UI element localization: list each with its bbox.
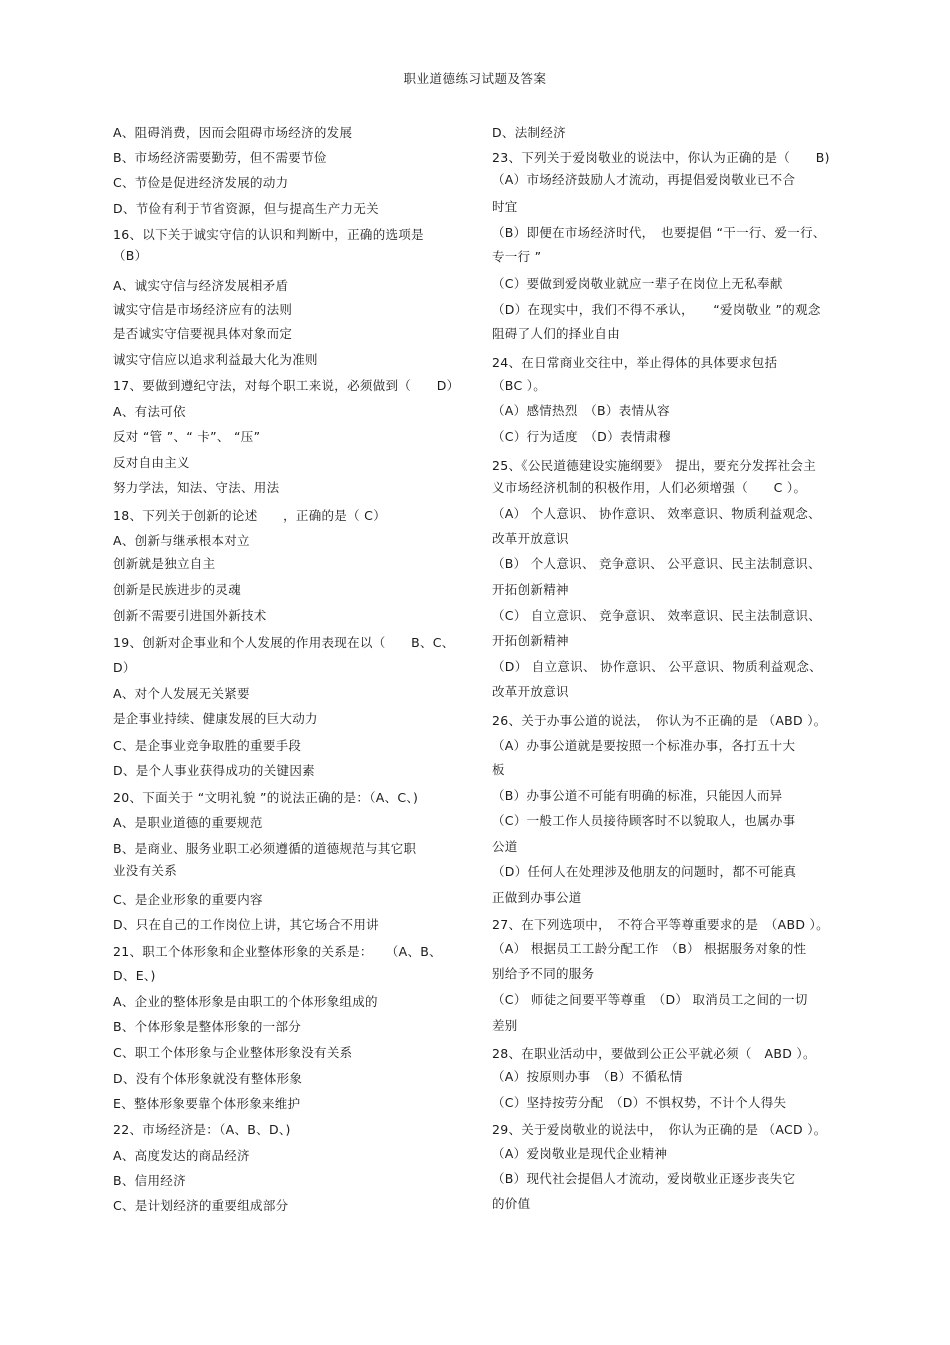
text-line: A、企业的整体形象是由职工的个体形象组成的 [113, 994, 378, 1009]
text-line: D、节俭有利于节省资源，但与提高生产力无关 [113, 201, 379, 216]
text-line: （B）办事公道不可能有明确的标准，只能因人而异 [492, 788, 783, 803]
text-line: （BC ）。 [492, 378, 547, 393]
text-line: 差别 [492, 1018, 518, 1033]
text-line: 是否诚实守信要视具体对象而定 [113, 326, 293, 341]
text-line: （A）爱岗敬业是现代企业精神 [492, 1146, 668, 1161]
text-line: A、有法可依 [113, 404, 186, 419]
text-line: （D）在现实中，我们不得不承认， “爱岗敬业 ”的观念 [492, 302, 821, 317]
text-line: E、整体形象要靠个体形象来维护 [113, 1096, 301, 1111]
text-line: 开拓创新精神 [492, 633, 569, 648]
text-line: A、阻碍消费，因而会阻碍市场经济的发展 [113, 125, 353, 140]
text-line: 20、下面关于 “文明礼貌 ”的说法正确的是：（A、C、) [113, 790, 419, 805]
text-line: （B）现代社会提倡人才流动，爱岗敬业正逐步丧失它 [492, 1171, 796, 1186]
text-line: 正做到办事公道 [492, 890, 582, 905]
text-line: 反对 “管 ”、“ 卡”、 “压” [113, 429, 261, 444]
text-line: 24、在日常商业交往中，举止得体的具体要求包括 [492, 355, 778, 370]
text-line: （B） [113, 248, 148, 263]
text-line: 29、关于爱岗敬业的说法中， 你认为正确的是 （ACD ）。 [492, 1122, 827, 1137]
text-line: D、E、) [113, 968, 156, 983]
text-line: 创新就是独立自主 [113, 556, 216, 571]
text-line: 改革开放意识 [492, 531, 569, 546]
text-line: B、是商业、服务业职工必须遵循的道德规范与其它职 [113, 841, 417, 856]
text-line: A、创新与继承根本对立 [113, 533, 250, 548]
text-line: 17、要做到遵纪守法，对每个职工来说，必须做到（ D） [113, 378, 460, 393]
text-line: （D） 自立意识、 协作意识、 公平意识、物质利益观念、 [492, 659, 822, 674]
text-line: （C）坚持按劳分配 （D）不惧权势，不计个人得失 [492, 1095, 787, 1110]
text-line: 公道 [492, 839, 518, 854]
text-line: 创新是民族进步的灵魂 [113, 582, 242, 597]
text-line: （A）按原则办事 （B）不循私情 [492, 1069, 683, 1084]
text-line: 专一行 ” [492, 249, 542, 264]
text-line: 26、关于办事公道的说法， 你认为不正确的是 （ABD ）。 [492, 713, 827, 728]
text-line: 努力学法，知法、守法、用法 [113, 480, 280, 495]
text-line: C、职工个体形象与企业整体形象没有关系 [113, 1045, 353, 1060]
text-line: 16、以下关于诚实守信的认识和判断中，正确的选项是 [113, 227, 424, 242]
text-line: C、是企事业竞争取胜的重要手段 [113, 738, 302, 753]
text-line: 18、下列关于创新的论述 ，正确的是（ C） [113, 508, 387, 523]
text-line: C、是企业形象的重要内容 [113, 892, 263, 907]
page-title: 职业道德练习试题及答案 [403, 71, 547, 86]
text-line: （B）即便在市场经济时代， 也要提倡 “干一行、爱一行、 [492, 225, 826, 240]
text-line: （C）一般工作人员接待顾客时不以貌取人，也属办事 [492, 813, 796, 828]
text-line: A、对个人发展无关紧要 [113, 686, 250, 701]
text-line: 别给予不同的服务 [492, 966, 595, 981]
text-line: （A） 个人意识、 协作意识、 效率意识、物质利益观念、 [492, 506, 821, 521]
text-line: （C） 自立意识、 竞争意识、 效率意识、民主法制意识、 [492, 608, 822, 623]
text-line: 改革开放意识 [492, 684, 569, 699]
text-line: D） [113, 660, 136, 675]
text-line: D、只在自己的工作岗位上讲，其它场合不用讲 [113, 917, 379, 932]
text-line: 25、《公民道德建设实施纲要》 提出，要充分发挥社会主 [492, 458, 817, 473]
text-line: 时宜 [492, 199, 518, 214]
text-line: （C）要做到爱岗敬业就应一辈子在岗位上无私奉献 [492, 276, 783, 291]
text-line: （A）市场经济鼓励人才流动，再提倡爱岗敬业已不合 [492, 172, 796, 187]
text-line: 23、下列关于爱岗敬业的说法中，你认为正确的是（ B) [492, 150, 830, 165]
text-line: 业没有关系 [113, 863, 178, 878]
text-line: 是企事业持续、健康发展的巨大动力 [113, 711, 318, 726]
text-line: C、是计划经济的重要组成部分 [113, 1198, 289, 1213]
text-line: （D）任何人在处理涉及他朋友的问题时，都不可能真 [492, 864, 797, 879]
text-line: 27、在下列选项中， 不符合平等尊重要求的是 （ABD ）。 [492, 917, 829, 932]
text-line: D、法制经济 [492, 125, 566, 140]
text-line: 开拓创新精神 [492, 582, 569, 597]
text-line: 22、市场经济是：（A、B、D、) [113, 1122, 291, 1137]
text-line: 21、职工个体形象和企业整体形象的关系是： （A、B、 [113, 944, 442, 959]
text-line: 板 [492, 762, 505, 777]
text-line: 创新不需要引进国外新技术 [113, 608, 267, 623]
text-line: （C） 师徒之间要平等尊重 （D） 取消员工之间的一切 [492, 992, 808, 1007]
text-line: 阻碍了人们的择业自由 [492, 326, 621, 341]
text-line: C、节俭是促进经济发展的动力 [113, 175, 289, 190]
text-line: 诚实守信是市场经济应有的法则 [113, 302, 293, 317]
text-line: （C）行为适度 （D）表情肃穆 [492, 429, 672, 444]
text-line: 诚实守信应以追求利益最大化为准则 [113, 352, 318, 367]
text-line: A、诚实守信与经济发展相矛盾 [113, 278, 289, 293]
text-line: 义市场经济机制的积极作用，人们必须增强（ C ）。 [492, 480, 807, 495]
text-line: 的价值 [492, 1196, 531, 1211]
text-line: 反对自由主义 [113, 455, 190, 470]
text-line: B、信用经济 [113, 1173, 186, 1188]
text-line: B、市场经济需要勤劳，但不需要节俭 [113, 150, 327, 165]
text-line: 19、创新对企事业和个人发展的作用表现在以（ B、C、 [113, 635, 455, 650]
text-line: D、没有个体形象就没有整体形象 [113, 1071, 303, 1086]
text-line: （A）感情热烈 （B）表情从容 [492, 403, 670, 418]
text-line: （A）办事公道就是要按照一个标准办事，各打五十大 [492, 738, 796, 753]
text-line: （A） 根据员工工龄分配工作 （B） 根据服务对象的性 [492, 941, 807, 956]
text-line: A、高度发达的商品经济 [113, 1148, 250, 1163]
text-line: 28、在职业活动中，要做到公正公平就必须（ ABD ）。 [492, 1046, 816, 1061]
text-line: D、是个人事业获得成功的关键因素 [113, 763, 315, 778]
text-line: A、是职业道德的重要规范 [113, 815, 263, 830]
text-line: B、个体形象是整体形象的一部分 [113, 1019, 302, 1034]
text-line: （B） 个人意识、 竞争意识、 公平意识、民主法制意识、 [492, 556, 821, 571]
